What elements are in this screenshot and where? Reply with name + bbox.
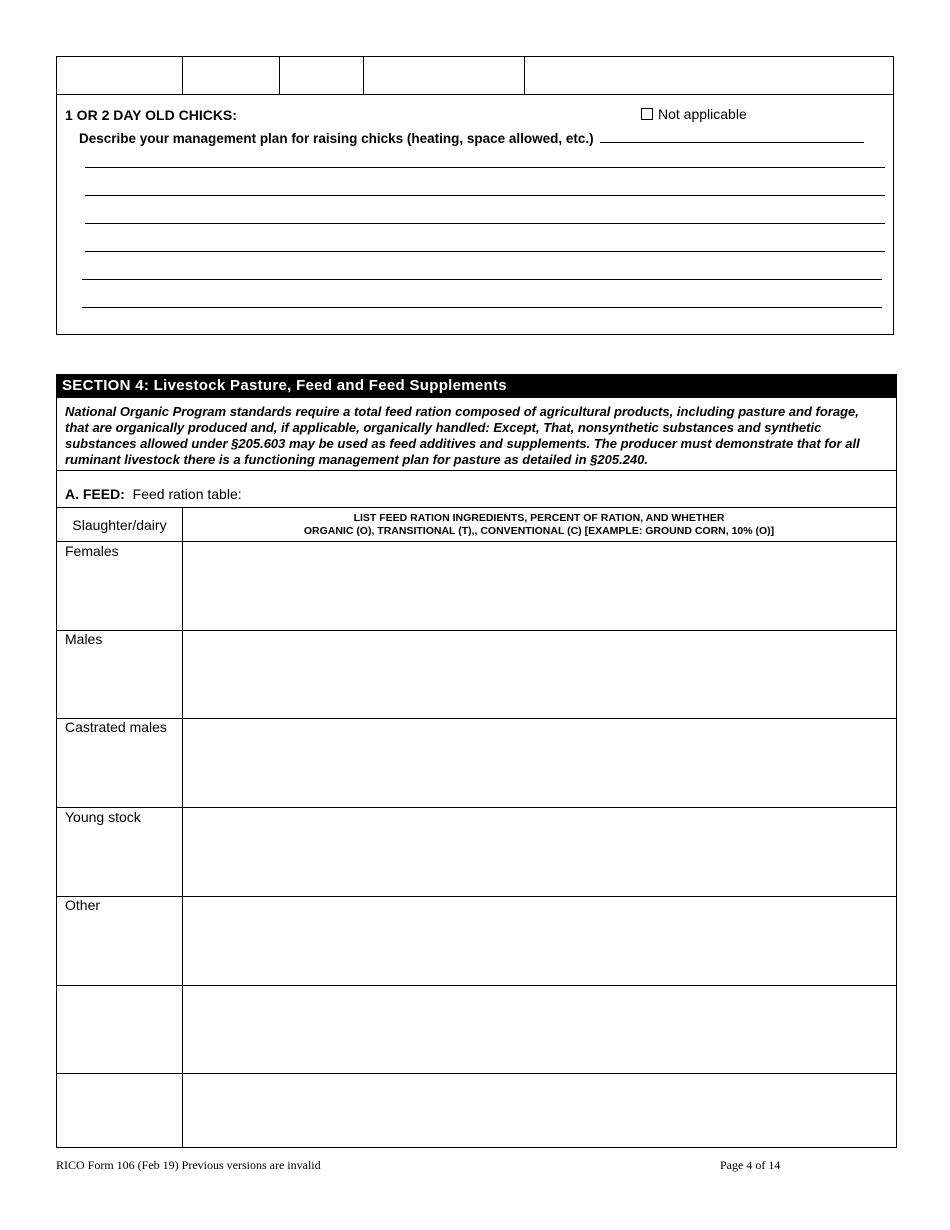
col-header-feed-ration	[183, 512, 895, 538]
answer-line[interactable]	[82, 307, 882, 308]
describe-prompt-line	[79, 130, 864, 146]
table-divider	[524, 57, 525, 94]
answer-line[interactable]	[85, 251, 885, 252]
section-4	[56, 374, 897, 1148]
col-header-slaughter-dairy: Slaughter/dairy	[72, 517, 167, 533]
feed-label	[65, 486, 242, 502]
table-divider	[182, 57, 183, 94]
describe-answer-field[interactable]	[600, 130, 864, 143]
row-label-females: Females	[65, 543, 119, 559]
answer-line[interactable]	[82, 279, 882, 280]
divider	[57, 470, 896, 471]
not-applicable-label: Not applicable	[658, 106, 747, 122]
row-label-young-stock: Young stock	[65, 809, 141, 825]
chicks-title: 1 OR 2 DAY OLD CHICKS:	[65, 107, 237, 123]
page-number: Page 4 of 14	[720, 1158, 781, 1172]
feed-label-bold: A. FEED:	[65, 486, 125, 502]
section-4-header: SECTION 4: Livestock Pasture, Feed and Feed Supplements	[56, 374, 897, 398]
table-divider	[279, 57, 280, 94]
answer-line[interactable]	[85, 195, 885, 196]
answer-line[interactable]	[85, 223, 885, 224]
col-header-line-2: ORGANIC (O), TRANSITIONAL (T),, CONVENTIONAL (C) [EXAMPLE: GROUND CORN, 10% (O)]	[303, 525, 775, 537]
row-border	[57, 1073, 896, 1074]
row-border	[57, 985, 896, 986]
row-label-castrated-males: Castrated males	[65, 719, 167, 735]
continuation-table-row	[57, 57, 893, 95]
section-4-intro: National Organic Program standards require a total feed ration composed of agricultural products, including pasture and forage, that are organically produced and, if applicable, organically handled: Except, That, nonsynthetic substances and synthetic substances allowed under §205.603 may be used as feed additives and supplements. The producer must demonstrate that for all ruminant livestock there is a functioning management plan for pasture as detailed in §205.240.	[65, 404, 860, 467]
row-border	[57, 718, 896, 719]
table-column-divider	[182, 507, 183, 1148]
table-divider	[363, 57, 364, 94]
not-applicable-option[interactable]	[641, 106, 747, 122]
row-label-males: Males	[65, 631, 103, 647]
row-label-other: Other	[65, 897, 101, 913]
col-header-line-1: LIST FEED RATION INGREDIENTS, PERCENT OF RATION, AND WHETHER	[353, 512, 725, 524]
feed-label-text: Feed ration table:	[132, 486, 242, 502]
table-header-border	[57, 541, 896, 542]
chicks-box	[56, 56, 894, 335]
describe-prompt: Describe your management plan for raising chicks (heating, space allowed, etc.)	[79, 131, 594, 146]
row-border	[57, 807, 896, 808]
not-applicable-checkbox[interactable]	[641, 108, 653, 120]
row-border	[57, 630, 896, 631]
form-id: RICO Form 106 (Feb 19) Previous versions are invalid	[56, 1158, 321, 1172]
row-border	[57, 896, 896, 897]
answer-line[interactable]	[85, 167, 885, 168]
